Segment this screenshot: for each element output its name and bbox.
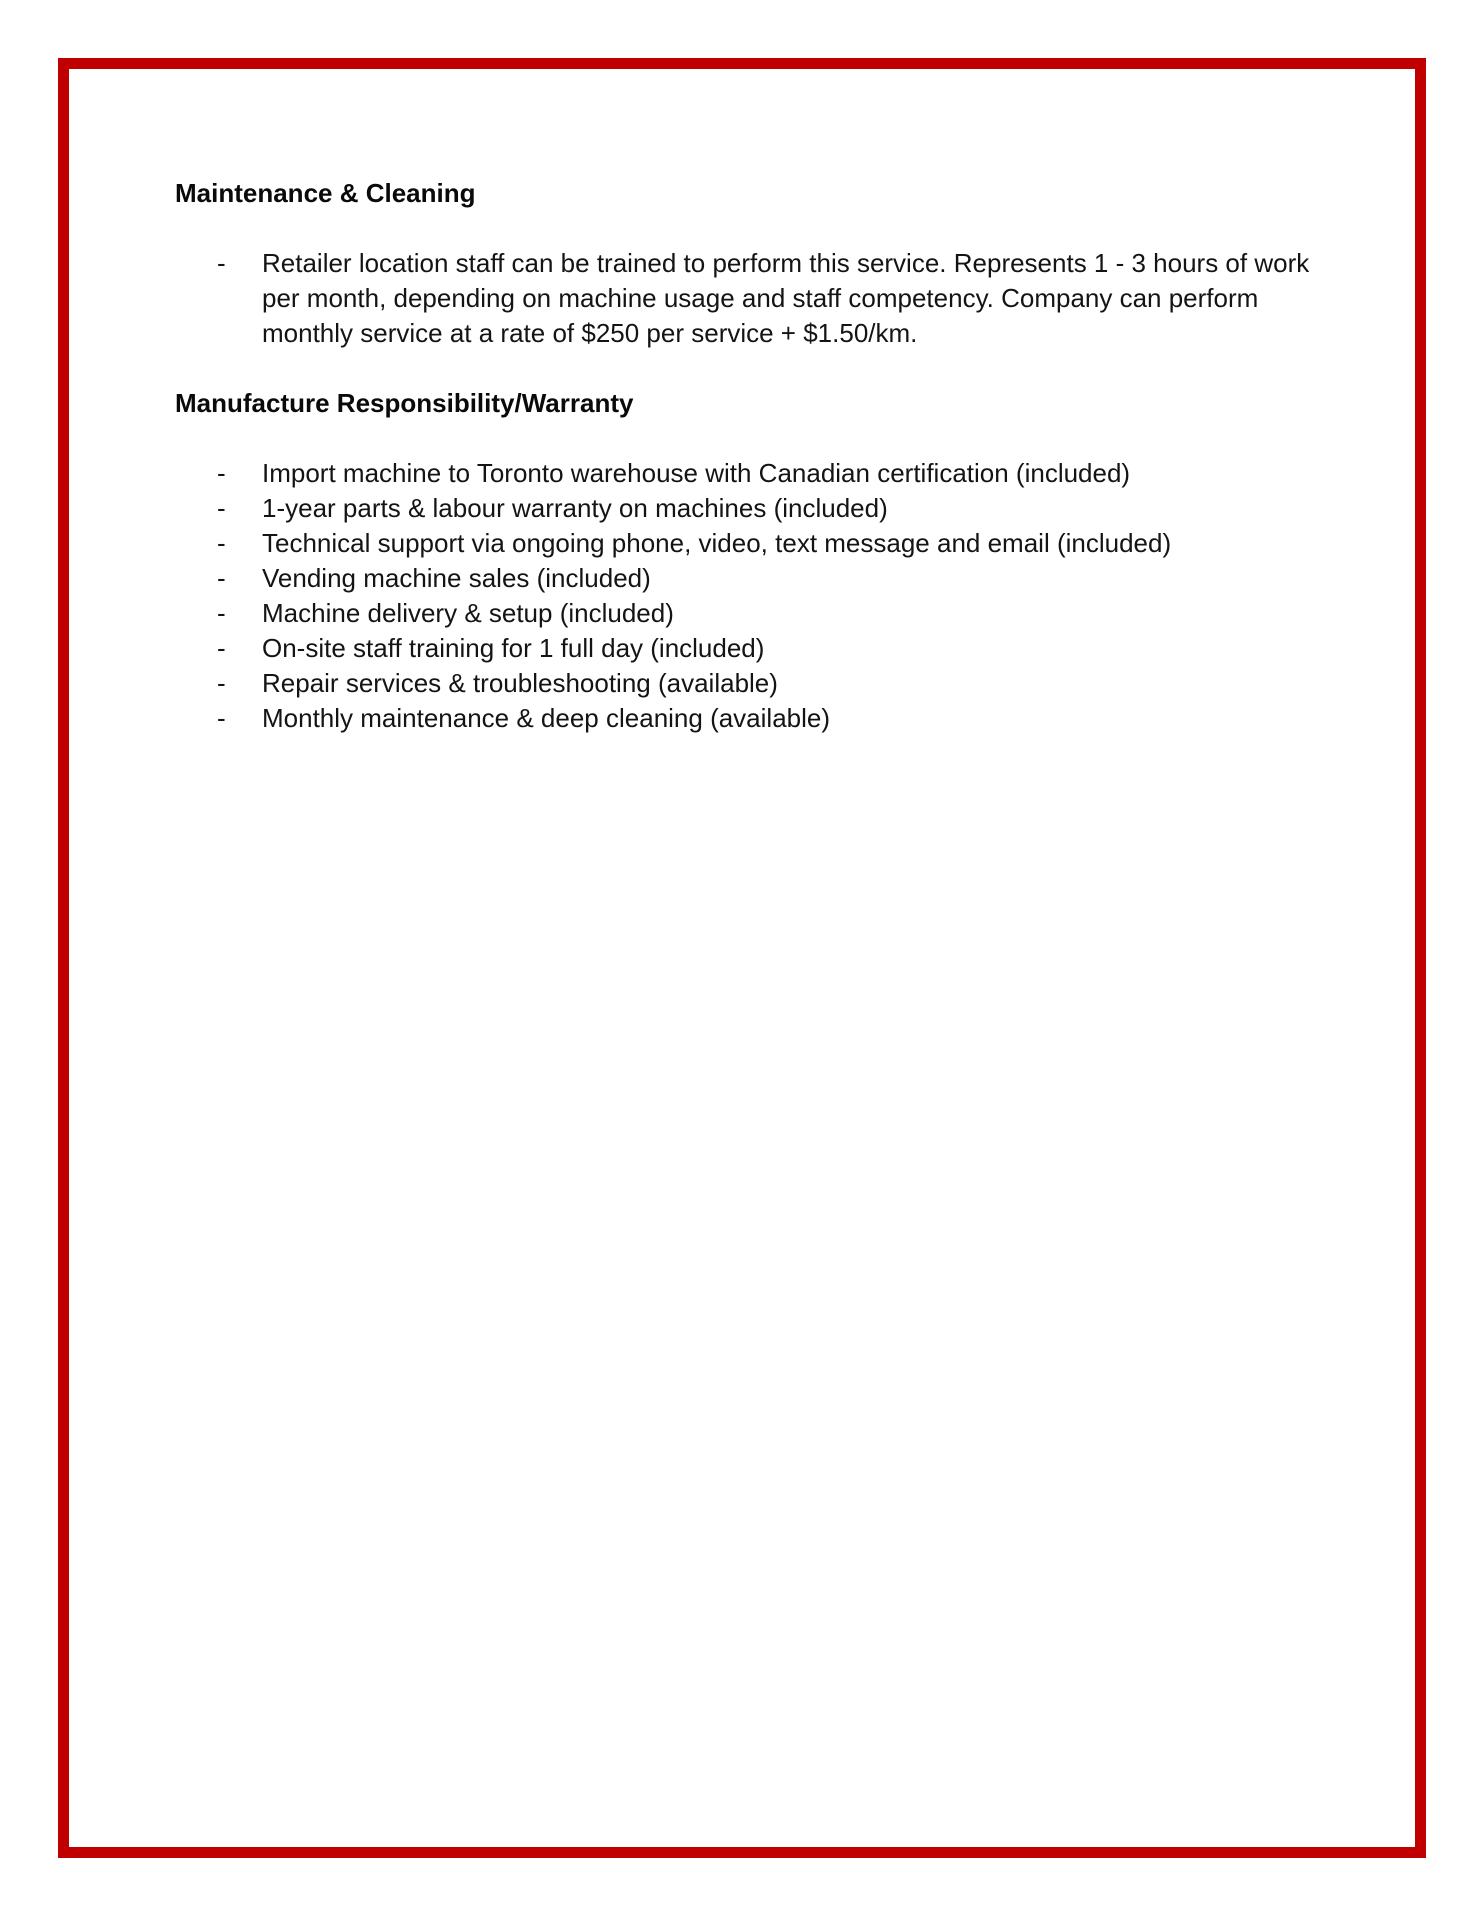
list-item-text: Vending machine sales (included) [262,563,651,593]
list-item-text: Technical support via ongoing phone, video, text message and email (included) [262,528,1172,558]
bullet-dash: - [217,248,226,278]
bullet-dash: - [217,668,226,698]
section-maintenance-cleaning [175,176,1335,351]
list-item-text: 1-year parts & labour warranty on machines (included) [262,493,888,523]
list-item [175,701,1335,736]
document-body [175,176,1335,736]
bullet-dash: - [217,598,226,628]
list-item [175,666,1335,701]
list-item [175,526,1335,561]
list-item [175,246,1335,351]
bullet-dash: - [217,493,226,523]
bullet-dash: - [217,528,226,558]
bullet-dash: - [217,563,226,593]
list-item-text: Machine delivery & setup (included) [262,598,674,628]
bullet-dash: - [217,633,226,663]
list-item [175,491,1335,526]
list-item-text: On-site staff training for 1 full day (included) [262,633,765,663]
list-item-text: Repair services & troubleshooting (available) [262,668,778,698]
list-item [175,561,1335,596]
list-item [175,631,1335,666]
list-item [175,456,1335,491]
list-item-text: Retailer location staff can be trained to perform this service. Represents 1 - 3 hours of work per month, depending on machine usage and staff competency. Company can perform monthly service at a rate of $250 per service + $1.50/km. [262,248,1310,348]
bullet-dash: - [217,703,226,733]
list-item [175,596,1335,631]
bullet-list [175,246,1335,351]
list-item-text: Monthly maintenance & deep cleaning (available) [262,703,831,733]
section-manufacture-warranty [175,386,1335,736]
list-item-text: Import machine to Toronto warehouse with Canadian certification (included) [262,458,1131,488]
section-heading: Maintenance & Cleaning [175,178,476,208]
bullet-dash: - [217,458,226,488]
bullet-list [175,456,1335,736]
section-heading: Manufacture Responsibility/Warranty [175,388,634,418]
